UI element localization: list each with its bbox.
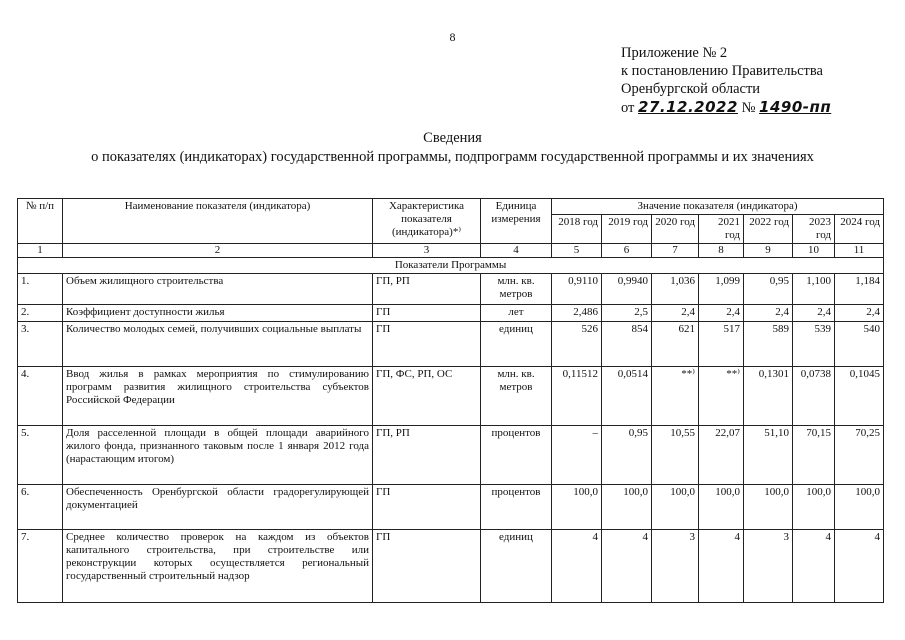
- indicator-value: 4: [552, 530, 602, 603]
- header-year: 2021 год: [699, 215, 744, 244]
- column-number: 1: [18, 244, 63, 258]
- indicator-characteristic: ГП: [373, 485, 481, 530]
- indicator-characteristic: ГП, ФС, РП, ОС: [373, 367, 481, 426]
- indicator-value: 2,4: [744, 305, 793, 322]
- indicator-value: 70,15: [793, 426, 835, 485]
- table-row: [18, 530, 884, 603]
- column-number-row: [18, 244, 884, 258]
- indicator-unit: млн. кв. метров: [481, 274, 552, 305]
- indicator-value: 517: [699, 322, 744, 367]
- header-year: 2022 год: [744, 215, 793, 244]
- indicator-value: 100,0: [835, 485, 884, 530]
- title-line-1: Сведения: [423, 130, 482, 146]
- indicator-name: Доля расселенной площади в общей площади аварийного жилого фонда, признанного таковым после 1 января 2012 года (нарастающим итогом): [63, 426, 373, 485]
- table-row: [18, 322, 884, 367]
- indicator-name: Коэффициент доступности жилья: [63, 305, 373, 322]
- header-year: 2024 год: [835, 215, 884, 244]
- indicator-name: Ввод жилья в рамках мероприятия по стимулированию программ развития жилищного строительства субъектов Российской Федерации: [63, 367, 373, 426]
- column-number: 11: [835, 244, 884, 258]
- column-number: 3: [373, 244, 481, 258]
- indicator-characteristic: ГП: [373, 305, 481, 322]
- row-number: 5.: [18, 426, 63, 485]
- annex-block: [621, 44, 831, 117]
- header-year: 2019 год: [602, 215, 652, 244]
- table-row: [18, 426, 884, 485]
- indicator-value: 4: [793, 530, 835, 603]
- indicator-value: 1,100: [793, 274, 835, 305]
- indicator-characteristic: ГП, РП: [373, 426, 481, 485]
- table-row: [18, 305, 884, 322]
- header-num: № п/п: [18, 199, 63, 244]
- indicator-value: 22,07: [699, 426, 744, 485]
- column-number: 9: [744, 244, 793, 258]
- row-number: 6.: [18, 485, 63, 530]
- annex-date-line: [621, 98, 831, 117]
- indicator-unit: лет: [481, 305, 552, 322]
- indicator-value: **⁾: [699, 367, 744, 426]
- indicator-value: 0,0514: [602, 367, 652, 426]
- header-values-group: Значение показателя (индикатора): [552, 199, 884, 215]
- indicator-value: 4: [835, 530, 884, 603]
- indicator-value: 621: [652, 322, 699, 367]
- title-line-2: о показателях (индикаторах) государственной программы, подпрограмм государственной программы и их значениях: [91, 149, 814, 165]
- indicator-value: 854: [602, 322, 652, 367]
- indicator-value: 0,95: [602, 426, 652, 485]
- column-number: 6: [602, 244, 652, 258]
- row-number: 2.: [18, 305, 63, 322]
- indicator-value: 2,4: [699, 305, 744, 322]
- number-prefix: №: [741, 100, 756, 116]
- indicator-value: 539: [793, 322, 835, 367]
- column-number: 8: [699, 244, 744, 258]
- indicator-name: Количество молодых семей, получивших социальные выплаты: [63, 322, 373, 367]
- table-row: [18, 485, 884, 530]
- indicator-value: 100,0: [652, 485, 699, 530]
- indicator-name: Обеспеченность Оренбургской области градорегулирующей документацией: [63, 485, 373, 530]
- indicator-value: 0,11512: [552, 367, 602, 426]
- indicator-value: –: [552, 426, 602, 485]
- header-year: 2018 год: [552, 215, 602, 244]
- indicator-unit: единиц: [481, 322, 552, 367]
- indicator-value: 2,486: [552, 305, 602, 322]
- indicator-value: **⁾: [652, 367, 699, 426]
- indicator-value: 0,9110: [552, 274, 602, 305]
- indicator-value: 2,4: [835, 305, 884, 322]
- header-year: 2020 год: [652, 215, 699, 244]
- column-number: 10: [793, 244, 835, 258]
- table-row: [18, 367, 884, 426]
- indicator-value: 2,4: [652, 305, 699, 322]
- indicator-value: 3: [652, 530, 699, 603]
- handwritten-number: 1490-пп: [759, 98, 832, 116]
- indicator-value: 1,036: [652, 274, 699, 305]
- indicator-value: 0,9940: [602, 274, 652, 305]
- indicator-value: 0,1301: [744, 367, 793, 426]
- indicator-value: 70,25: [835, 426, 884, 485]
- row-number: 1.: [18, 274, 63, 305]
- document-title: [0, 129, 905, 167]
- indicator-value: 100,0: [602, 485, 652, 530]
- column-number: 7: [652, 244, 699, 258]
- header-row-1: [18, 199, 884, 215]
- indicator-value: 526: [552, 322, 602, 367]
- indicator-value: 100,0: [744, 485, 793, 530]
- row-number: 3.: [18, 322, 63, 367]
- indicator-value: 2,5: [602, 305, 652, 322]
- indicator-value: 51,10: [744, 426, 793, 485]
- row-number: 7.: [18, 530, 63, 603]
- indicator-value: 0,0738: [793, 367, 835, 426]
- indicator-unit: единиц: [481, 530, 552, 603]
- indicator-value: 1,184: [835, 274, 884, 305]
- annex-line-1: Приложение № 2: [621, 45, 728, 61]
- header-name: Наименование показателя (индикатора): [63, 199, 373, 244]
- page-number: 8: [449, 30, 456, 44]
- handwritten-date: 27.12.2022: [638, 98, 738, 116]
- indicator-value: 4: [602, 530, 652, 603]
- indicator-value: 100,0: [552, 485, 602, 530]
- indicator-name: Объем жилищного строительства: [63, 274, 373, 305]
- indicator-name: Среднее количество проверок на каждом из объектов капитального строительства, при строительстве или реконструкции которых осуществляется региональный государственный строительный надзор: [63, 530, 373, 603]
- indicator-characteristic: ГП, РП: [373, 274, 481, 305]
- indicator-value: 100,0: [699, 485, 744, 530]
- date-prefix: от: [621, 100, 635, 116]
- indicator-characteristic: ГП: [373, 322, 481, 367]
- indicator-value: 0,95: [744, 274, 793, 305]
- indicator-unit: млн. кв. метров: [481, 367, 552, 426]
- indicator-unit: процентов: [481, 426, 552, 485]
- table-row: [18, 274, 884, 305]
- indicator-characteristic: ГП: [373, 530, 481, 603]
- indicator-value: 10,55: [652, 426, 699, 485]
- row-number: 4.: [18, 367, 63, 426]
- indicator-value: 3: [744, 530, 793, 603]
- column-number: 4: [481, 244, 552, 258]
- indicator-value: 589: [744, 322, 793, 367]
- header-unit: Единица измерения: [481, 199, 552, 244]
- indicators-table: [17, 198, 884, 603]
- indicator-value: 1,099: [699, 274, 744, 305]
- header-year: 2023 год: [793, 215, 835, 244]
- indicator-value: 2,4: [793, 305, 835, 322]
- section-title: Показатели Программы: [18, 258, 884, 274]
- indicator-value: 540: [835, 322, 884, 367]
- indicator-unit: процентов: [481, 485, 552, 530]
- annex-line-3: Оренбургской области: [621, 81, 761, 97]
- indicator-value: 100,0: [793, 485, 835, 530]
- indicator-value: 4: [699, 530, 744, 603]
- column-number: 5: [552, 244, 602, 258]
- annex-line-2: к постановлению Правительства: [621, 63, 823, 79]
- indicator-value: 0,1045: [835, 367, 884, 426]
- section-row: [18, 258, 884, 274]
- header-characteristic: Характеристика показателя (индикатора)*⁾: [373, 199, 481, 244]
- column-number: 2: [63, 244, 373, 258]
